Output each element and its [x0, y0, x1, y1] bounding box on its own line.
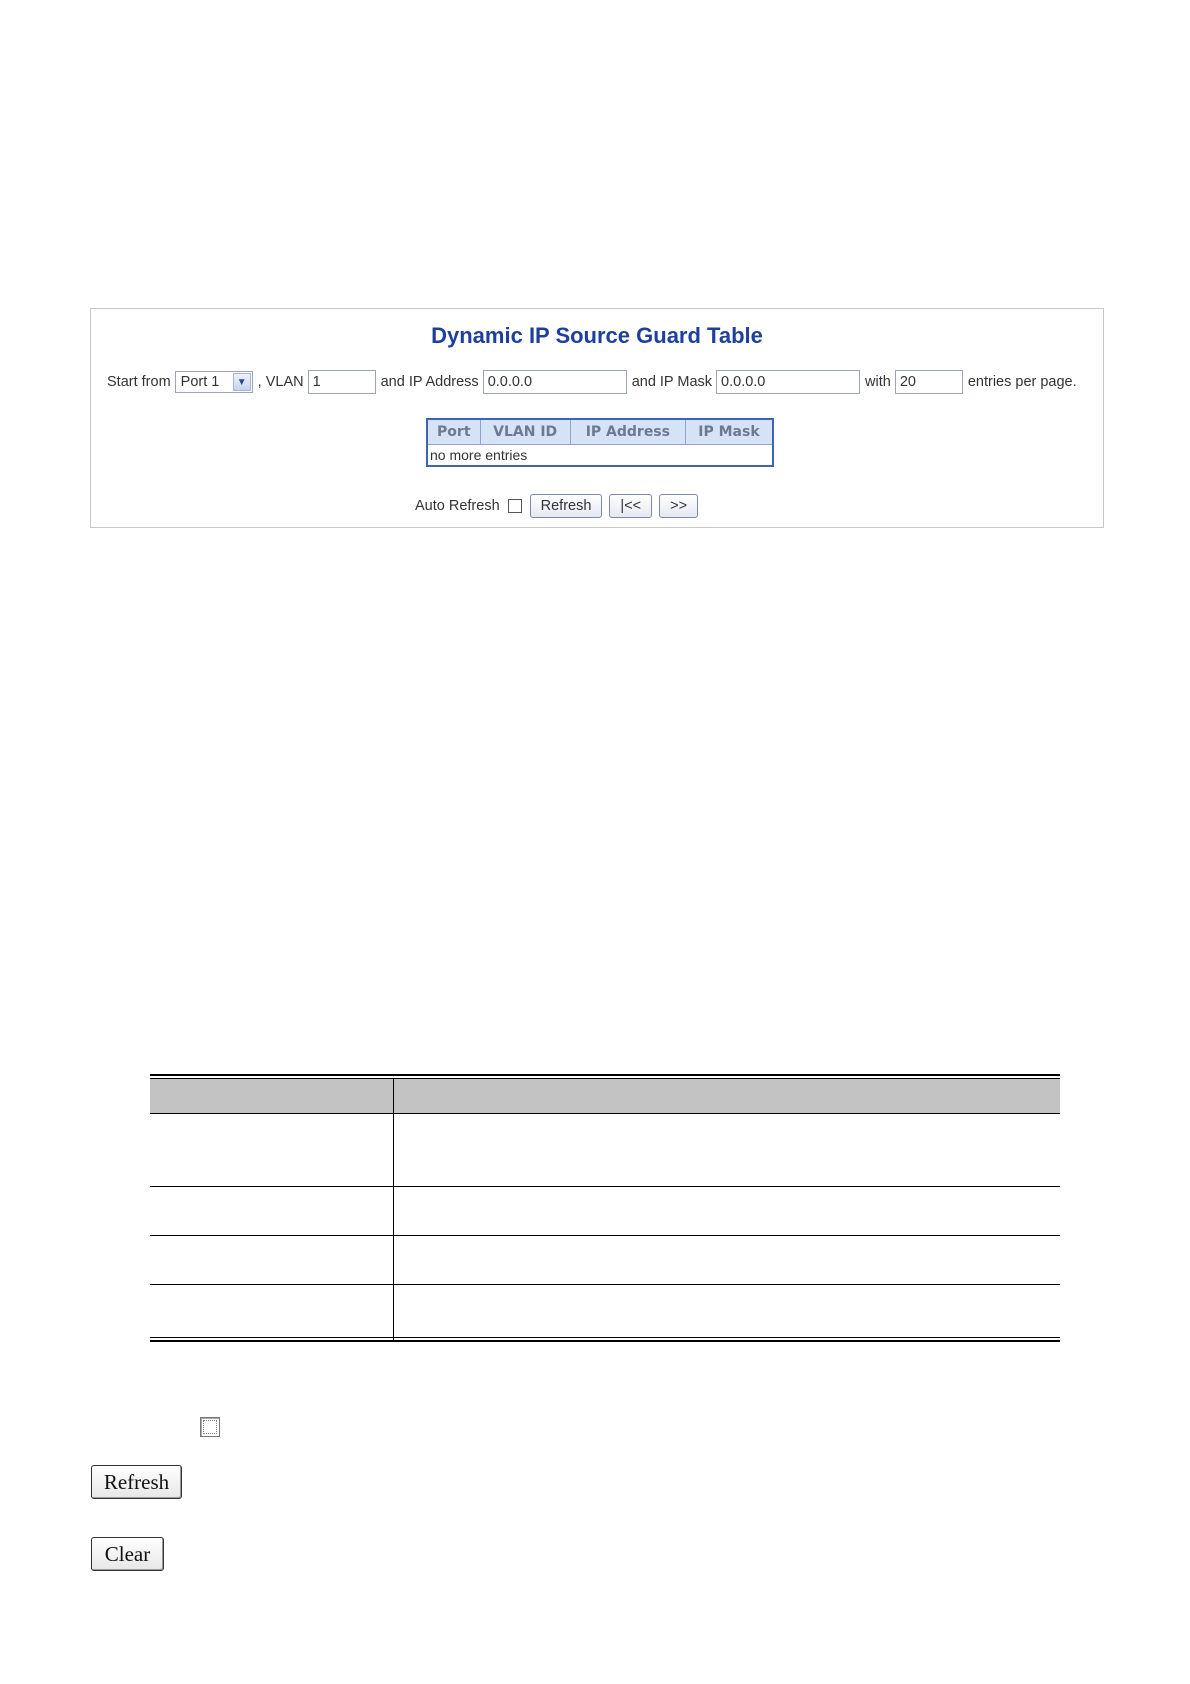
- refresh-button-illustration[interactable]: Refresh: [91, 1465, 182, 1499]
- table-bottom-rule: [150, 1340, 1060, 1342]
- with-label: with: [865, 374, 891, 390]
- first-page-button[interactable]: |<<: [609, 494, 652, 518]
- port-select-value: Port 1: [180, 374, 220, 390]
- next-page-button[interactable]: >>: [659, 494, 698, 518]
- clear-button-illustration[interactable]: Clear: [91, 1537, 164, 1571]
- chevron-down-icon[interactable]: ▼: [233, 373, 251, 391]
- column-divider: [393, 1079, 394, 1341]
- row-divider: [150, 1186, 1060, 1187]
- table-top-rule: [150, 1074, 1060, 1076]
- start-from-label: Start from: [107, 374, 171, 390]
- ip-source-guard-panel: [90, 308, 1104, 528]
- auto-refresh-label: Auto Refresh: [415, 498, 500, 514]
- ip-mask-label: and IP Mask: [631, 374, 713, 390]
- column-header-ip-mask: IP Mask: [685, 419, 773, 445]
- port-select[interactable]: [175, 371, 253, 393]
- entries-per-page-input[interactable]: 20: [895, 370, 963, 394]
- table-header-row: [150, 1079, 1060, 1113]
- entries-per-page-label: entries per page.: [967, 374, 1077, 390]
- ip-address-input[interactable]: 0.0.0.0: [483, 370, 627, 394]
- empty-table-message: no more entries: [427, 445, 773, 467]
- vlan-label: , VLAN: [257, 374, 304, 390]
- column-header-vlan-id: VLAN ID: [480, 419, 570, 445]
- ip-mask-input[interactable]: 0.0.0.0: [716, 370, 860, 394]
- vlan-input[interactable]: 1: [308, 370, 376, 394]
- page-title: Dynamic IP Source Guard Table: [431, 323, 763, 348]
- row-divider: [150, 1235, 1060, 1236]
- column-header-ip-address: IP Address: [570, 419, 685, 445]
- ip-source-guard-table: [426, 418, 774, 467]
- refresh-button[interactable]: Refresh: [530, 494, 603, 518]
- auto-refresh-checkbox-illustration[interactable]: [200, 1417, 220, 1437]
- auto-refresh-checkbox[interactable]: [508, 499, 522, 513]
- row-divider: [150, 1284, 1060, 1285]
- column-header-port: Port: [427, 419, 480, 445]
- description-table: [150, 1074, 1060, 1342]
- ip-address-label: and IP Address: [380, 374, 479, 390]
- table-row: [427, 445, 773, 467]
- table-controls: [415, 493, 705, 519]
- row-divider: [150, 1113, 1060, 1114]
- table-bottom-rule-inner: [150, 1337, 1060, 1338]
- table-header-row: [427, 419, 773, 445]
- filter-row: [107, 369, 1081, 395]
